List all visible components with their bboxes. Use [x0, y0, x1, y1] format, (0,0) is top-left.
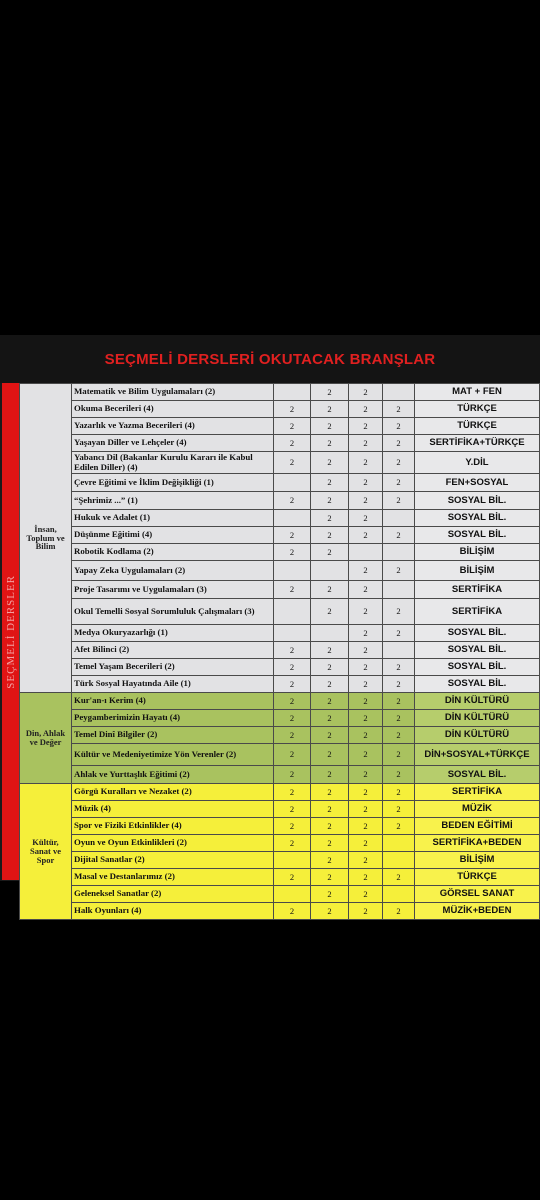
table-row	[20, 693, 540, 710]
grade-hours-cell: 2	[274, 784, 311, 801]
grade-hours-cell: 2	[349, 492, 383, 510]
grade-hours-cell: 2	[311, 835, 349, 852]
side-label: SEÇMELİ DERSLER	[4, 574, 17, 689]
course-name: Yazarlık ve Yazma Becerileri (4)	[72, 418, 274, 435]
grade-hours-cell: 2	[274, 676, 311, 693]
grade-hours-cell	[383, 510, 415, 527]
grade-hours-cell: 2	[349, 744, 383, 766]
grade-hours-cell: 2	[349, 869, 383, 886]
grade-hours-cell: 2	[383, 452, 415, 474]
branch-cell: BEDEN EĞİTİMİ	[415, 818, 540, 835]
table-row	[20, 384, 540, 401]
grade-hours-cell	[383, 581, 415, 599]
table-row	[20, 544, 540, 561]
table-row	[20, 886, 540, 903]
course-name: Görgü Kuralları ve Nezaket (2)	[72, 784, 274, 801]
course-name: Temel Dinî Bilgiler (2)	[72, 727, 274, 744]
grade-hours-cell	[274, 561, 311, 581]
elective-courses-table	[19, 383, 540, 920]
table-row	[20, 561, 540, 581]
grade-hours-cell: 2	[349, 642, 383, 659]
grade-hours-cell: 2	[311, 693, 349, 710]
branch-cell: DİN KÜLTÜRÜ	[415, 693, 540, 710]
table-row	[20, 801, 540, 818]
grade-hours-cell: 2	[349, 599, 383, 625]
grade-hours-cell: 2	[349, 727, 383, 744]
grade-hours-cell: 2	[383, 744, 415, 766]
grade-hours-cell: 2	[274, 869, 311, 886]
grade-hours-cell	[274, 852, 311, 869]
grade-hours-cell: 2	[274, 544, 311, 561]
group-label: Din, Ahlak ve Değer	[20, 693, 72, 784]
grade-hours-cell	[383, 384, 415, 401]
grade-hours-cell	[274, 474, 311, 492]
course-name: Kur'an-ı Kerim (4)	[72, 693, 274, 710]
branch-cell: SOSYAL BİL.	[415, 642, 540, 659]
grade-hours-cell	[274, 384, 311, 401]
grade-hours-cell: 2	[349, 676, 383, 693]
grade-hours-cell: 2	[349, 766, 383, 784]
grade-hours-cell: 2	[274, 693, 311, 710]
course-name: Okul Temelli Sosyal Sorumluluk Çalışmaları (3)	[72, 599, 274, 625]
grade-hours-cell	[274, 599, 311, 625]
group-label: Kültür, Sanat ve Spor	[20, 784, 72, 920]
grade-hours-cell: 2	[274, 581, 311, 599]
grade-hours-cell	[383, 886, 415, 903]
grade-hours-cell: 2	[274, 710, 311, 727]
branch-cell: SOSYAL BİL.	[415, 625, 540, 642]
grade-hours-cell	[274, 625, 311, 642]
branch-cell: BİLİŞİM	[415, 561, 540, 581]
grade-hours-cell: 2	[349, 659, 383, 676]
grade-hours-cell: 2	[383, 659, 415, 676]
grade-hours-cell: 2	[349, 581, 383, 599]
grade-hours-cell	[311, 561, 349, 581]
course-name: Dijital Sanatlar (2)	[72, 852, 274, 869]
table-row	[20, 818, 540, 835]
grade-hours-cell: 2	[311, 903, 349, 920]
table-row	[20, 452, 540, 474]
branch-cell: GÖRSEL SANAT	[415, 886, 540, 903]
table-row	[20, 642, 540, 659]
grade-hours-cell: 2	[274, 492, 311, 510]
table-row	[20, 903, 540, 920]
table-row	[20, 766, 540, 784]
course-name: “Şehrimiz ...” (1)	[72, 492, 274, 510]
branch-cell: DİN KÜLTÜRÜ	[415, 710, 540, 727]
branch-cell: Y.DİL	[415, 452, 540, 474]
table-row	[20, 435, 540, 452]
table-row	[20, 710, 540, 727]
grade-hours-cell: 2	[311, 510, 349, 527]
table-row	[20, 676, 540, 693]
grade-hours-cell: 2	[311, 599, 349, 625]
grade-hours-cell: 2	[311, 642, 349, 659]
grade-hours-cell: 2	[311, 544, 349, 561]
grade-hours-cell: 2	[311, 435, 349, 452]
grade-hours-cell	[383, 835, 415, 852]
course-name: Masal ve Destanlarımız (2)	[72, 869, 274, 886]
branch-cell: DİN KÜLTÜRÜ	[415, 727, 540, 744]
grade-hours-cell: 2	[274, 727, 311, 744]
course-name: Yabancı Dil (Bakanlar Kurulu Kararı ile Kabul Edilen Diller) (4)	[72, 452, 274, 474]
grade-hours-cell	[349, 544, 383, 561]
grade-hours-cell	[383, 852, 415, 869]
grade-hours-cell: 2	[311, 676, 349, 693]
table-row	[20, 492, 540, 510]
branch-cell: DİN+SOSYAL+TÜRKÇE	[415, 744, 540, 766]
course-name: Halk Oyunları (4)	[72, 903, 274, 920]
course-name: Kültür ve Medeniyetimize Yön Verenler (2)	[72, 744, 274, 766]
table-row	[20, 581, 540, 599]
branch-cell: FEN+SOSYAL	[415, 474, 540, 492]
grade-hours-cell: 2	[383, 727, 415, 744]
table-frame	[0, 335, 540, 917]
branch-cell: BİLİŞİM	[415, 544, 540, 561]
grade-hours-cell: 2	[349, 401, 383, 418]
branch-cell: SERTİFİKA	[415, 599, 540, 625]
grade-hours-cell: 2	[311, 418, 349, 435]
grade-hours-cell: 2	[311, 659, 349, 676]
grade-hours-cell: 2	[274, 835, 311, 852]
grade-hours-cell: 2	[383, 801, 415, 818]
group-label: İnsan, Toplum ve Bilim	[20, 384, 72, 693]
course-name: Düşünme Eğitimi (4)	[72, 527, 274, 544]
course-name: Afet Bilinci (2)	[72, 642, 274, 659]
course-name: Spor ve Fiziki Etkinlikler (4)	[72, 818, 274, 835]
grade-hours-cell: 2	[383, 676, 415, 693]
grade-hours-cell: 2	[383, 401, 415, 418]
table-row	[20, 599, 540, 625]
table-title: SEÇMELİ DERSLERİ OKUTACAK BRANŞLAR	[104, 350, 436, 368]
course-name: Geleneksel Sanatlar (2)	[72, 886, 274, 903]
grade-hours-cell: 2	[383, 818, 415, 835]
course-name: Türk Sosyal Hayatında Aile (1)	[72, 676, 274, 693]
table-row	[20, 869, 540, 886]
grade-hours-cell: 2	[349, 384, 383, 401]
branch-cell: SERTİFİKA+TÜRKÇE	[415, 435, 540, 452]
course-name: Medya Okuryazarlığı (1)	[72, 625, 274, 642]
grade-hours-cell: 2	[311, 766, 349, 784]
table-row	[20, 418, 540, 435]
course-name: Okuma Becerileri (4)	[72, 401, 274, 418]
grade-hours-cell	[274, 886, 311, 903]
grade-hours-cell: 2	[274, 801, 311, 818]
grade-hours-cell: 2	[274, 452, 311, 474]
grade-hours-cell: 2	[274, 659, 311, 676]
grade-hours-cell: 2	[383, 527, 415, 544]
grade-hours-cell: 2	[383, 492, 415, 510]
table-row	[20, 474, 540, 492]
branch-cell: SOSYAL BİL.	[415, 766, 540, 784]
grade-hours-cell: 2	[311, 886, 349, 903]
grade-hours-cell: 2	[349, 693, 383, 710]
grade-hours-cell: 2	[311, 869, 349, 886]
grade-hours-cell: 2	[274, 818, 311, 835]
title-bar	[0, 335, 540, 383]
grade-hours-cell: 2	[383, 693, 415, 710]
grade-hours-cell: 2	[349, 625, 383, 642]
branch-cell: SERTİFİKA	[415, 784, 540, 801]
grade-hours-cell: 2	[311, 401, 349, 418]
grade-hours-cell: 2	[349, 452, 383, 474]
branch-cell: MÜZİK	[415, 801, 540, 818]
grade-hours-cell: 2	[311, 818, 349, 835]
side-label-bar	[2, 383, 19, 880]
branch-cell: SERTİFİKA+BEDEN	[415, 835, 540, 852]
grade-hours-cell: 2	[383, 474, 415, 492]
branch-cell: SOSYAL BİL.	[415, 492, 540, 510]
grade-hours-cell: 2	[349, 903, 383, 920]
grade-hours-cell: 2	[311, 492, 349, 510]
branch-cell: SOSYAL BİL.	[415, 527, 540, 544]
table-row	[20, 744, 540, 766]
grade-hours-cell: 2	[311, 852, 349, 869]
grade-hours-cell: 2	[383, 710, 415, 727]
grade-hours-cell: 2	[274, 642, 311, 659]
grade-hours-cell: 2	[311, 474, 349, 492]
grade-hours-cell: 2	[311, 527, 349, 544]
course-name: Ahlak ve Yurttaşlık Eğitimi (2)	[72, 766, 274, 784]
grade-hours-cell: 2	[383, 435, 415, 452]
table-row	[20, 401, 540, 418]
course-name: Robotik Kodlama (2)	[72, 544, 274, 561]
course-name: Matematik ve Bilim Uygulamaları (2)	[72, 384, 274, 401]
grade-hours-cell: 2	[311, 452, 349, 474]
table-row	[20, 659, 540, 676]
grade-hours-cell: 2	[311, 784, 349, 801]
grade-hours-cell: 2	[349, 801, 383, 818]
grade-hours-cell: 2	[349, 886, 383, 903]
grade-hours-cell: 2	[311, 581, 349, 599]
table-row	[20, 510, 540, 527]
course-name: Çevre Eğitimi ve İklim Değişikliği (1)	[72, 474, 274, 492]
grade-hours-cell: 2	[349, 852, 383, 869]
course-name: Oyun ve Oyun Etkinlikleri (2)	[72, 835, 274, 852]
branch-cell: SOSYAL BİL.	[415, 676, 540, 693]
branch-cell: TÜRKÇE	[415, 418, 540, 435]
grade-hours-cell: 2	[349, 510, 383, 527]
grade-hours-cell: 2	[383, 903, 415, 920]
grade-hours-cell: 2	[383, 625, 415, 642]
branch-cell: MÜZİK+BEDEN	[415, 903, 540, 920]
grade-hours-cell	[274, 510, 311, 527]
grade-hours-cell: 2	[311, 801, 349, 818]
grade-hours-cell: 2	[274, 435, 311, 452]
grade-hours-cell: 2	[349, 835, 383, 852]
grade-hours-cell: 2	[274, 527, 311, 544]
grade-hours-cell: 2	[311, 727, 349, 744]
grade-hours-cell	[311, 625, 349, 642]
course-name: Hukuk ve Adalet (1)	[72, 510, 274, 527]
grade-hours-cell: 2	[311, 710, 349, 727]
course-name: Yaşayan Diller ve Lehçeler (4)	[72, 435, 274, 452]
grade-hours-cell: 2	[349, 784, 383, 801]
course-name: Proje Tasarımı ve Uygulamaları (3)	[72, 581, 274, 599]
grade-hours-cell: 2	[349, 435, 383, 452]
grade-hours-cell: 2	[274, 766, 311, 784]
table-row	[20, 727, 540, 744]
branch-cell: SERTİFİKA	[415, 581, 540, 599]
grade-hours-cell: 2	[383, 869, 415, 886]
table-row	[20, 852, 540, 869]
course-name: Müzik (4)	[72, 801, 274, 818]
course-name: Yapay Zeka Uygulamaları (2)	[72, 561, 274, 581]
grade-hours-cell: 2	[274, 744, 311, 766]
grade-hours-cell: 2	[349, 474, 383, 492]
grade-hours-cell: 2	[274, 401, 311, 418]
grade-hours-cell: 2	[383, 766, 415, 784]
grade-hours-cell: 2	[311, 744, 349, 766]
branch-cell: SOSYAL BİL.	[415, 510, 540, 527]
grade-hours-cell	[383, 642, 415, 659]
table-row	[20, 625, 540, 642]
grade-hours-cell: 2	[311, 384, 349, 401]
grade-hours-cell: 2	[274, 903, 311, 920]
branch-cell: SOSYAL BİL.	[415, 659, 540, 676]
table-row	[20, 835, 540, 852]
grade-hours-cell: 2	[349, 527, 383, 544]
branch-cell: TÜRKÇE	[415, 401, 540, 418]
grade-hours-cell: 2	[383, 784, 415, 801]
grade-hours-cell: 2	[383, 599, 415, 625]
table-row	[20, 784, 540, 801]
course-name: Temel Yaşam Becerileri (2)	[72, 659, 274, 676]
grade-hours-cell: 2	[349, 561, 383, 581]
branch-cell: MAT + FEN	[415, 384, 540, 401]
course-name: Peygamberimizin Hayatı (4)	[72, 710, 274, 727]
grade-hours-cell: 2	[349, 418, 383, 435]
grade-hours-cell: 2	[383, 418, 415, 435]
branch-cell: BİLİŞİM	[415, 852, 540, 869]
grade-hours-cell: 2	[383, 561, 415, 581]
branch-cell: TÜRKÇE	[415, 869, 540, 886]
grade-hours-cell: 2	[349, 710, 383, 727]
grade-hours-cell: 2	[349, 818, 383, 835]
grade-hours-cell	[383, 544, 415, 561]
grade-hours-cell: 2	[274, 418, 311, 435]
table-row	[20, 527, 540, 544]
